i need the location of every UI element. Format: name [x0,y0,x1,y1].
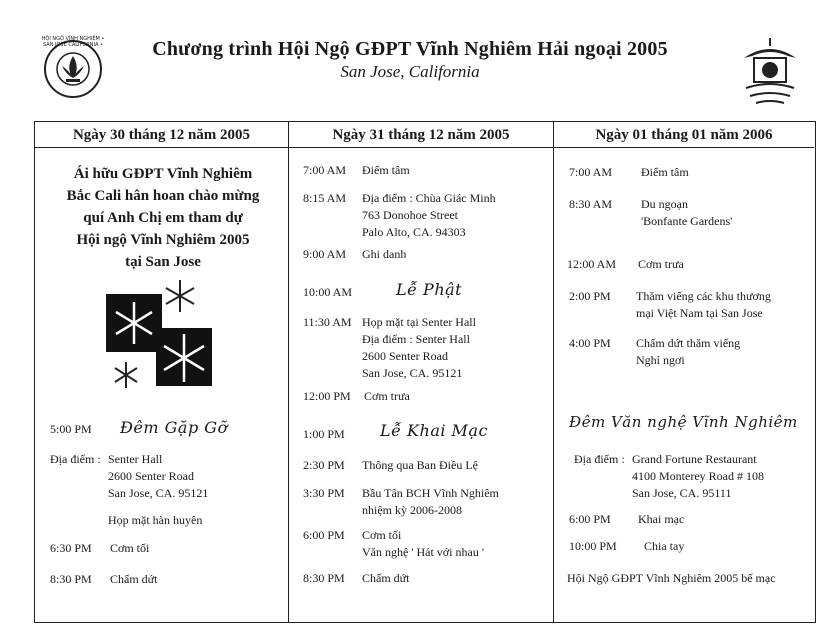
event-text: Chia tay [644,539,685,553]
text-line: mại Việt Nam tại San Jose [636,306,763,320]
event-text: Chấm dứt [362,571,410,585]
welcome-line: tại San Jose [125,254,201,270]
text-line: 'Bonfante Gardens' [641,214,733,228]
day1-heading: Ngày 30 tháng 12 năm 2005 [72,127,251,143]
text-line: nhiệm kỳ 2006-2008 [362,503,462,517]
pagoda-icon [740,36,800,112]
event-time: 10:00 AM [303,285,353,299]
event-text [641,196,732,230]
welcome-line: Bắc Cali hân hoan chào mừng [66,188,260,204]
event-time: 2:30 PM [303,458,345,472]
event-text: Ghi danh [362,247,407,261]
venue-address [632,451,764,502]
venue-address [108,451,208,502]
event-text [636,335,740,369]
text-line: Cơm tối [362,528,402,542]
event-time: 8:30 AM [569,197,613,211]
event-time: 12:00 AM [567,257,617,271]
event-time: 3:30 PM [303,486,345,500]
snowflake-icon [166,280,194,312]
event-time: 11:30 AM [303,315,352,329]
text-line: Địa điểm : Senter Hall [362,332,470,346]
event-time: 8:30 PM [50,572,92,586]
event-text: Điểm tâm [362,163,410,177]
event-text [362,527,484,561]
address-line: Grand Fortune Restaurant [632,452,757,466]
event-text: Cơm tối [110,541,150,555]
snowflake-icon [115,362,137,388]
text-line: 2600 Senter Road [362,349,448,363]
address-line: 4100 Monterey Road # 108 [632,469,764,483]
event-text: Khai mạc [638,512,685,526]
address-line: San Jose, CA. 95111 [632,486,732,500]
event-time: 9:00 AM [303,247,347,261]
text-line: San Jose, CA. 95121 [362,366,463,380]
closing-note: Hội Ngộ GĐPT Vĩnh Nghiêm 2005 bế mạc [567,571,776,585]
text-line: Chấm dứt thăm viếng [636,336,741,350]
event-time: 8:30 PM [303,571,345,585]
event-title: Lễ Phật [396,280,463,299]
text-line: 763 Donohoe Street [362,208,458,222]
event-text [362,190,496,241]
event-time: 8:15 AM [303,191,347,205]
column-divider [553,121,554,623]
event-time: 1:00 PM [303,427,345,441]
event-time: 10:00 PM [569,539,617,553]
welcome-line: Ái hữu GĐPT Vĩnh Nghiêm [73,166,253,182]
text-line: Địa điểm : Chùa Giác Minh [362,191,496,205]
address-line: Senter Hall [108,452,163,466]
header-divider [34,147,814,148]
venue-label: Địa điểm : [574,452,625,466]
evening-title: Đêm Văn nghệ Vĩnh Nghiêm [569,413,798,431]
event-text: Cơm trưa [364,389,410,403]
event-text: Điểm tâm [641,165,689,179]
event-text: Chấm dứt [110,572,158,586]
event-text: Thông qua Ban Điều Lệ [362,458,478,472]
event-text [362,314,476,382]
text-line: Du ngoạn [641,197,688,211]
text-line: Họp mặt tại Senter Hall [362,315,476,329]
event-text [636,288,771,322]
text-line: Nghỉ ngơi [636,353,685,367]
event-time: 2:00 PM [569,289,611,303]
event-title: Đêm Gặp Gỡ [120,418,228,437]
event-time: 6:30 PM [50,541,92,555]
address-line: San Jose, CA. 95121 [108,486,209,500]
event-time: 12:00 PM [303,389,351,403]
day3-heading: Ngày 01 tháng 01 năm 2006 [595,127,773,143]
event-title: Lễ Khai Mạc [380,421,488,440]
address-line: 2600 Senter Road [108,469,194,483]
page-subtitle: San Jose, California [340,62,480,81]
text-line: Bầu Tân BCH Vĩnh Nghiêm [362,486,499,500]
snowflake-illustration [104,278,214,390]
event-text [362,485,499,519]
event-time: 6:00 PM [303,528,345,542]
welcome-line: quí Anh Chị em tham dự [83,210,243,226]
day2-heading: Ngày 31 tháng 12 năm 2005 [332,127,510,143]
welcome-line: Hội ngộ Vĩnh Nghiêm 2005 [76,232,250,248]
text-line: Thăm viếng các khu thương [636,289,771,303]
page-title: Chương trình Hội Ngộ GĐPT Vĩnh Nghiêm Hải ngoại 2005 [152,38,668,60]
column-divider [288,121,289,623]
pagoda-logo [740,36,800,112]
welcome-message [40,163,286,273]
text-line: Palo Alto, CA. 94303 [362,225,466,239]
event-time: 7:00 AM [303,163,347,177]
event-time: 7:00 AM [569,165,613,179]
text-line: Văn nghệ ' Hát với nhau ' [362,545,484,559]
event-time: 4:00 PM [569,336,611,350]
event-note: Họp mặt hàn huyên [108,513,203,527]
event-time: 6:00 PM [569,512,611,526]
logo-left-text: HỘI NGỘ VĨNH NGHIÊM • SAN JOSE CALIFORNIA • [41,36,105,48]
event-text: Cơm trưa [638,257,684,271]
venue-label: Địa điểm : [50,452,101,466]
event-time: 5:00 PM [50,422,92,436]
